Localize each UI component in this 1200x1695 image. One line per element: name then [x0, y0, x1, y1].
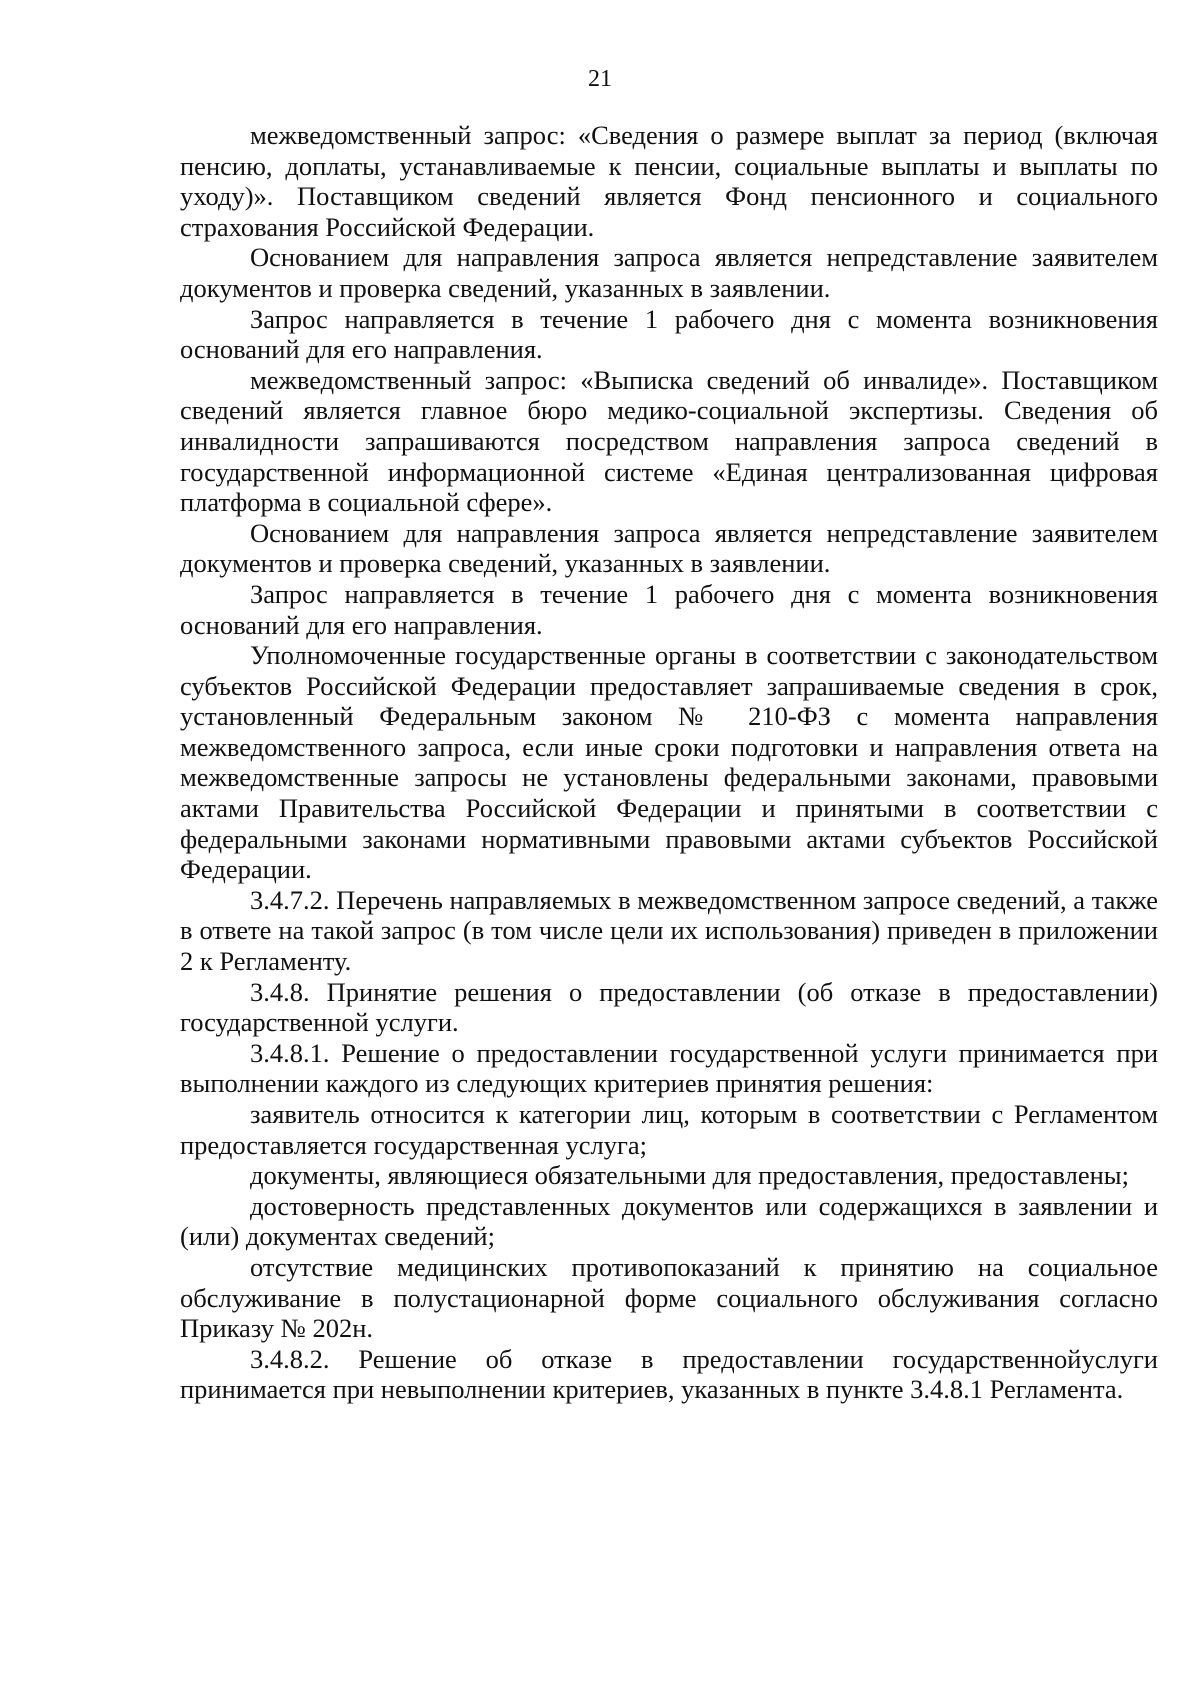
paragraph-authorized-bodies: Уполномоченные государственные органы в соответствии с законодательством субъектов Российской Федерации предоставляет запрашиваемые сведения в срок, установленный Федеральным законом № 210-ФЗ с момента направления межведомственного запроса, если иные сроки подготовки и направления ответа на межведомственные запросы не установлены федеральными законами, правовыми актами Правительства Российской Федерации и принятыми в соответствии с федеральными законами нормативными правовыми актами субъектов Российской Федерации.: [180, 640, 1158, 885]
paragraph-disability-extract-request: межведомственный запрос: «Выписка сведений об инвалиде». Поставщиком сведений является главное бюро медико-социальной экспертизы. Сведения об инвалидности запрашиваются посредством направления запроса сведений в государственной информационной системе «Единая централизованная цифровая платформа в социальной сфере».: [180, 364, 1158, 518]
paragraph-pension-fund-request: межведомственный запрос: «Сведения о размере выплат за период (включая пенсию, доплаты, устанавливаемые к пенсии, социальные выплаты и выплаты по уходу)». Поставщиком сведений является Фонд пенсионного и социального страхования Российской Федерации.: [180, 120, 1158, 242]
page-number: 21: [588, 66, 612, 92]
paragraph-request-deadline: Запрос направляется в течение 1 рабочего дня с момента возникновения оснований для его направления.: [180, 578, 1158, 640]
criterion-no-contraindications: отсутствие медицинских противопоказаний к принятию на социальное обслуживание в полустационарной форме социального обслуживания согласно Приказу № 202н.: [180, 1251, 1158, 1344]
paragraph-section-3-4-8-1: 3.4.8.1. Решение о предоставлении государственной услуги принимается при выполнении каждого из следующих критериев принятия решения:: [180, 1037, 1158, 1099]
document-body: [180, 120, 1158, 1405]
paragraph-request-basis: Основанием для направления запроса является непредставление заявителем документов и проверка сведений, указанных в заявлении.: [180, 242, 1158, 303]
paragraph-section-3-4-7-2: 3.4.7.2. Перечень направляемых в межведомственном запросе сведений, а также в ответе на такой запрос (в том числе цели их использования) приведен в приложении 2 к Регламенту.: [180, 884, 1158, 977]
paragraph-request-basis: Основанием для направления запроса является непредставление заявителем документов и проверка сведений, указанных в заявлении.: [180, 517, 1158, 579]
paragraph-section-3-4-8: 3.4.8. Принятие решения о предоставлении (об отказе в предоставлении) государственной услуги.: [180, 976, 1158, 1038]
criterion-applicant-category: заявитель относится к категории лиц, которым в соответствии с Регламентом предоставляется государственная услуга;: [180, 1099, 1158, 1160]
criterion-documents-provided: документы, являющиеся обязательными для предоставления, предоставлены;: [250, 1160, 1129, 1191]
criterion-data-reliability: достоверность представленных документов или содержащихся в заявлении и (или) документах сведений;: [180, 1190, 1158, 1252]
paragraph-request-deadline: Запрос направляется в течение 1 рабочего дня с момента возникновения оснований для его направления.: [180, 303, 1158, 365]
paragraph-section-3-4-8-2: 3.4.8.2. Решение об отказе в предоставлении государственнойуслуги принимается при невыполнении критериев, указанных в пункте 3.4.8.1 Регламента.: [180, 1343, 1158, 1405]
